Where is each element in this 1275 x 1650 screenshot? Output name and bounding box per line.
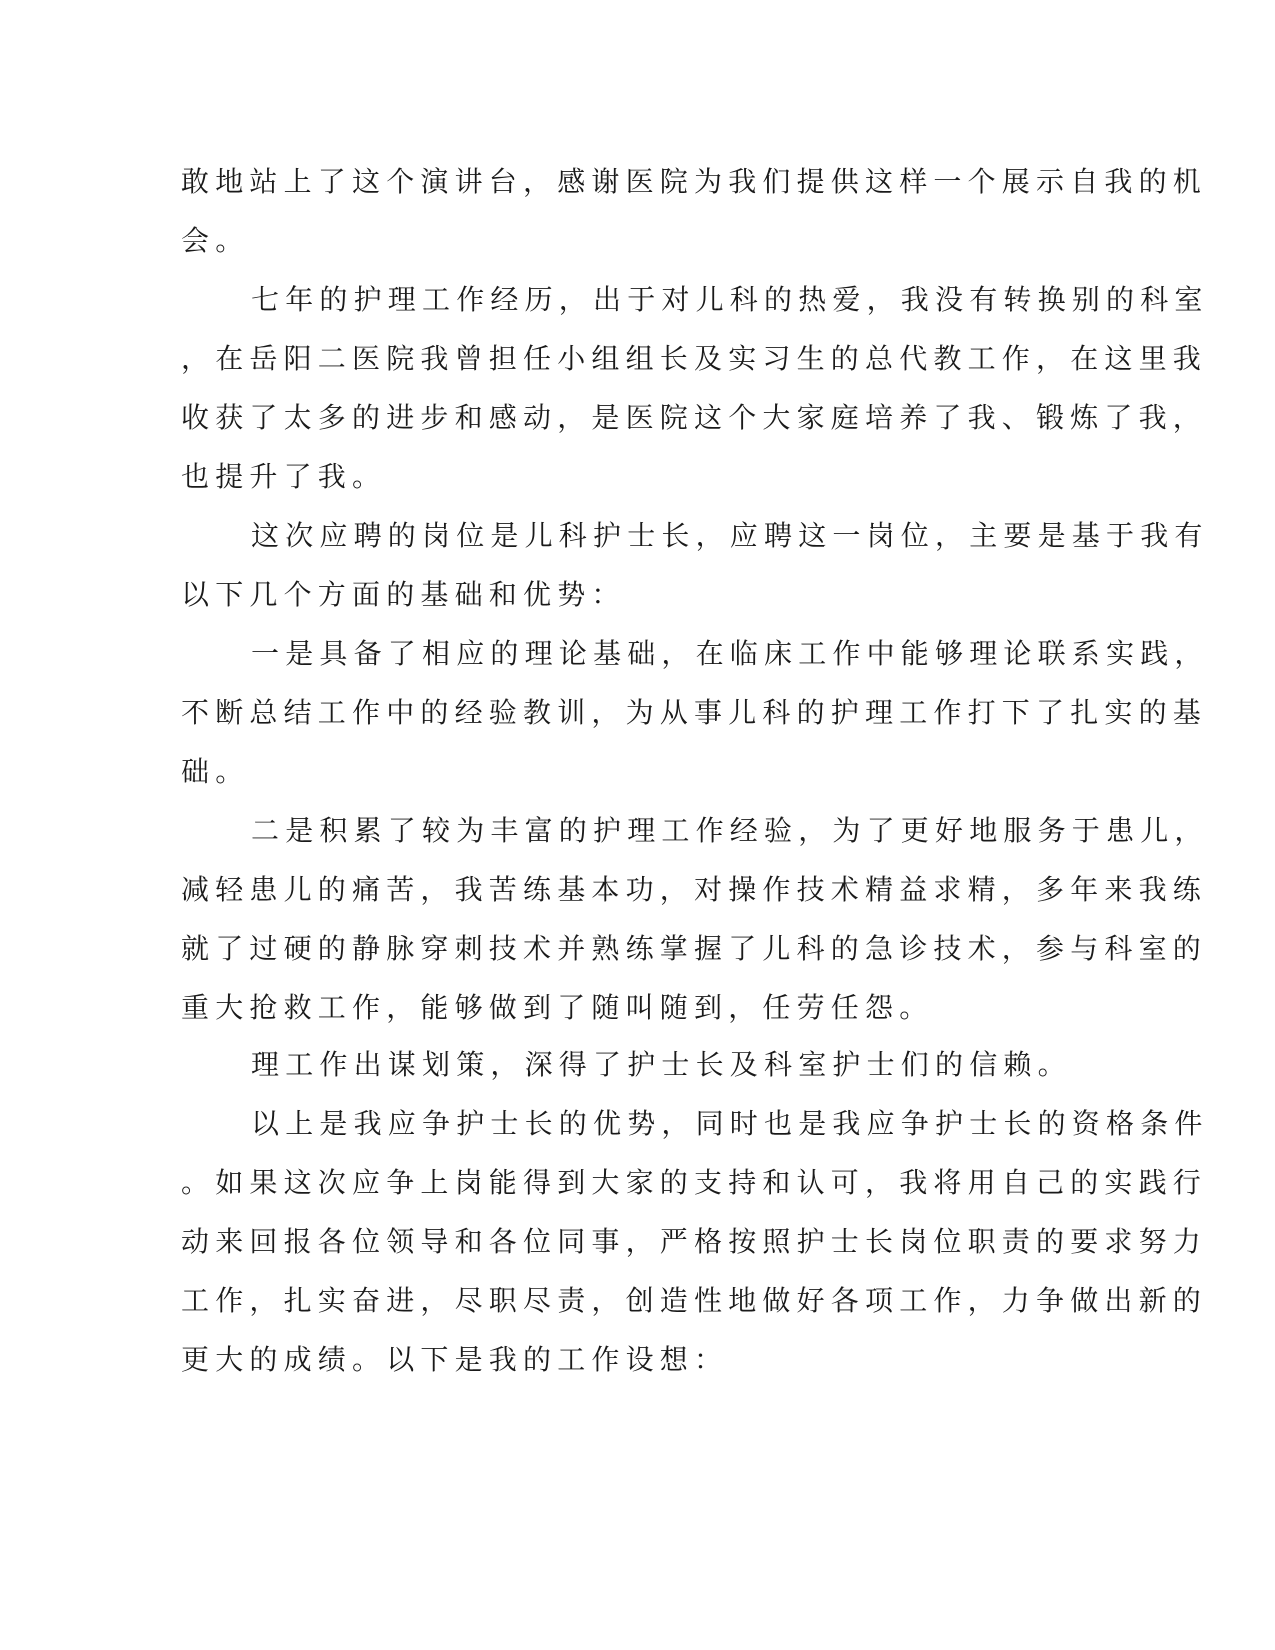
text-line: 。如果这次应争上岗能得到大家的支持和认可，我将用自己的实践行 bbox=[181, 1166, 1208, 1199]
text-line: 以下几个方面的基础和优势： bbox=[181, 578, 626, 611]
text-line: 以上是我应争护士长的优势，同时也是我应争护士长的资格条件 bbox=[251, 1107, 1209, 1140]
text-line: 更大的成绩。以下是我的工作设想： bbox=[181, 1343, 729, 1376]
text-line: 这次应聘的岗位是儿科护士长，应聘这一岗位，主要是基于我有 bbox=[251, 519, 1209, 552]
text-line: ，在岳阳二医院我曾担任小组组长及实习生的总代教工作，在这里我 bbox=[181, 342, 1208, 375]
text-line: 重大抢救工作，能够做到了随叫随到，任劳任怨。 bbox=[181, 991, 934, 1024]
text-line: 础。 bbox=[181, 755, 250, 788]
text-line: 敢地站上了这个演讲台，感谢医院为我们提供这样一个展示自我的机 bbox=[181, 165, 1208, 198]
text-line: 会。 bbox=[181, 224, 250, 257]
text-line: 动来回报各位领导和各位同事，严格按照护士长岗位职责的要求努力 bbox=[181, 1225, 1208, 1258]
text-line: 一是具备了相应的理论基础，在临床工作中能够理论联系实践， bbox=[251, 637, 1209, 670]
text-line: 就了过硬的静脉穿刺技术并熟练掌握了儿科的急诊技术，参与科室的 bbox=[181, 932, 1208, 965]
text-line: 减轻患儿的痛苦，我苦练基本功，对操作技术精益求精，多年来我练 bbox=[181, 873, 1208, 906]
text-line: 工作，扎实奋进，尽职尽责，创造性地做好各项工作，力争做出新的 bbox=[181, 1284, 1208, 1317]
text-line: 七年的护理工作经历，出于对儿科的热爱，我没有转换别的科室 bbox=[251, 283, 1209, 316]
text-line: 理工作出谋划策，深得了护士长及科室护士们的信赖。 bbox=[251, 1048, 1072, 1081]
text-line: 收获了太多的进步和感动，是医院这个大家庭培养了我、锻炼了我， bbox=[181, 401, 1208, 434]
text-line: 二是积累了较为丰富的护理工作经验，为了更好地服务于患儿， bbox=[251, 814, 1209, 847]
text-line: 不断总结工作中的经验教训，为从事儿科的护理工作打下了扎实的基 bbox=[181, 696, 1208, 729]
text-line: 也提升了我。 bbox=[181, 460, 387, 493]
